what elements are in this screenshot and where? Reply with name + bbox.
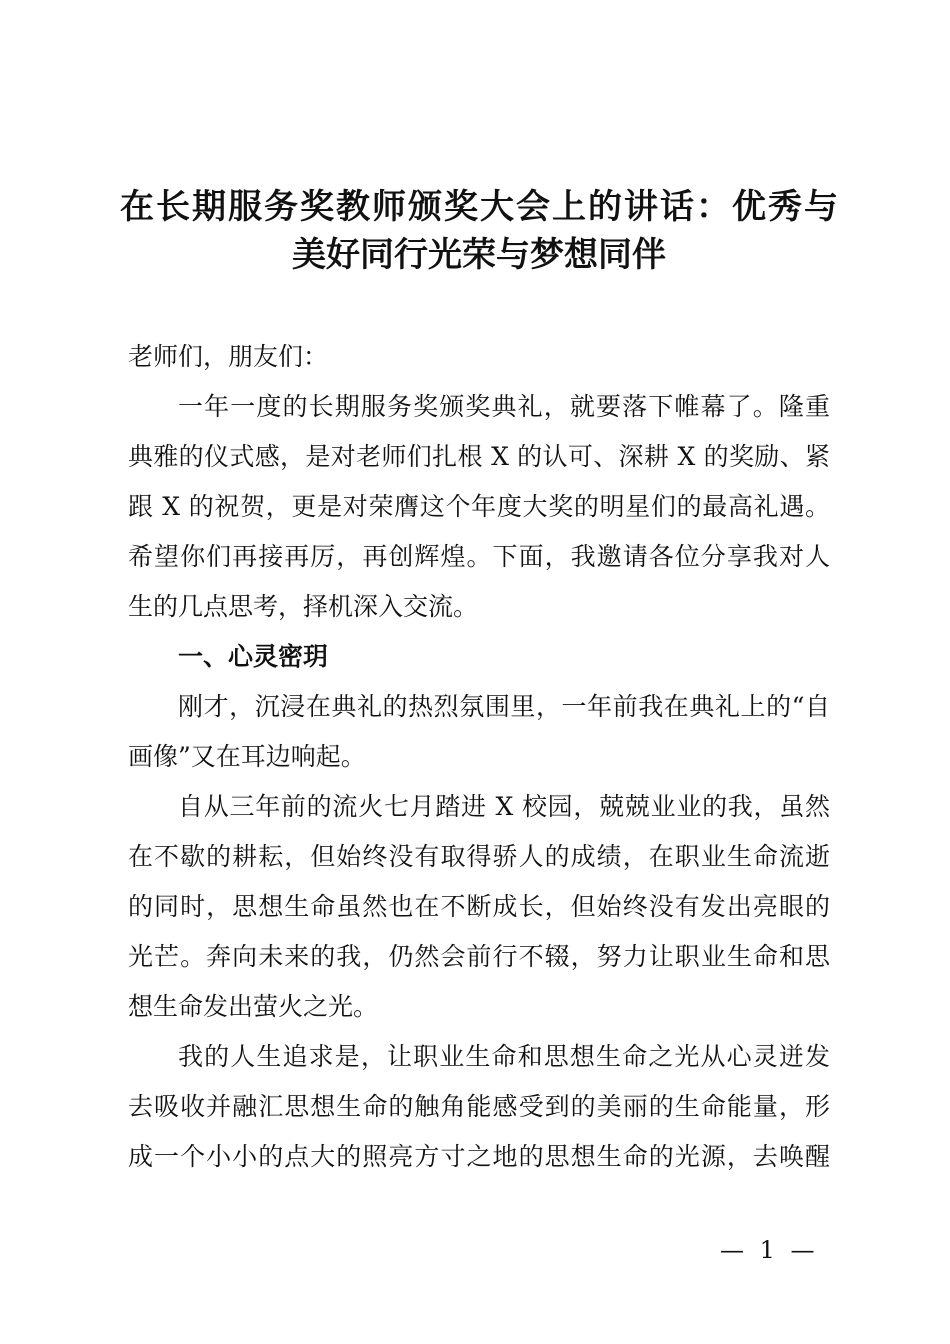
paragraph-line: 我的人生追求是，让职业生命和思想生命之光从心灵迸发	[178, 1042, 830, 1071]
paragraph-line: 的同时，思想生命虽然也在不断成长，但始终没有发出亮眼的	[128, 892, 830, 921]
page-number: — 1 —	[720, 1236, 819, 1264]
paragraph	[128, 1032, 830, 1182]
paragraph-line: 去吸收并融汇思想生命的触角能感受到的美丽的生命能量，形	[128, 1092, 830, 1121]
paragraph-line: 一年一度的长期服务奖颁奖典礼，就要落下帷幕了。隆重	[178, 392, 830, 421]
paragraph	[128, 782, 830, 1032]
paragraph-line: 希望你们再接再厉，再创辉煌。下面，我邀请各位分享我对人	[128, 542, 830, 571]
paragraph-line: 在不歇的耕耘，但始终没有取得骄人的成绩，在职业生命流逝	[128, 842, 830, 871]
paragraph-line: 跟 X 的祝贺，更是对荣膺这个年度大奖的明星们的最高礼遇。	[128, 492, 830, 521]
paragraph-line: 生的几点思考，择机深入交流。	[128, 592, 479, 621]
paragraph-line: 刚才，沉浸在典礼的热烈氛围里，一年前我在典礼上的“自	[178, 692, 830, 721]
paragraph-line: 自从三年前的流火七月踏进 X 校园，兢兢业业的我，虽然	[178, 792, 830, 821]
paragraph-line: 画像”又在耳边响起。	[128, 742, 366, 771]
document-body	[128, 332, 830, 1182]
paragraph-line: 光芒。奔向未来的我，仍然会前行不辍，努力让职业生命和思	[128, 942, 830, 971]
title-line: 美好同行光荣与梦想同伴	[292, 235, 666, 275]
paragraph-line: 想生命发出萤火之光。	[128, 992, 379, 1021]
title-line: 在长期服务奖教师颁奖大会上的讲话：优秀与	[120, 187, 838, 227]
document-title	[120, 183, 838, 279]
paragraph	[128, 682, 830, 782]
greeting: 老师们，朋友们：	[128, 342, 329, 371]
section-heading: 一、心灵密玥	[178, 642, 329, 671]
paragraph-line: 典雅的仪式感，是对老师们扎根 X 的认可、深耕 X 的奖励、紧	[128, 442, 830, 471]
paragraph-line: 成一个小小的点大的照亮方寸之地的思想生命的光源，去唤醒	[128, 1142, 830, 1171]
paragraph	[128, 382, 830, 632]
